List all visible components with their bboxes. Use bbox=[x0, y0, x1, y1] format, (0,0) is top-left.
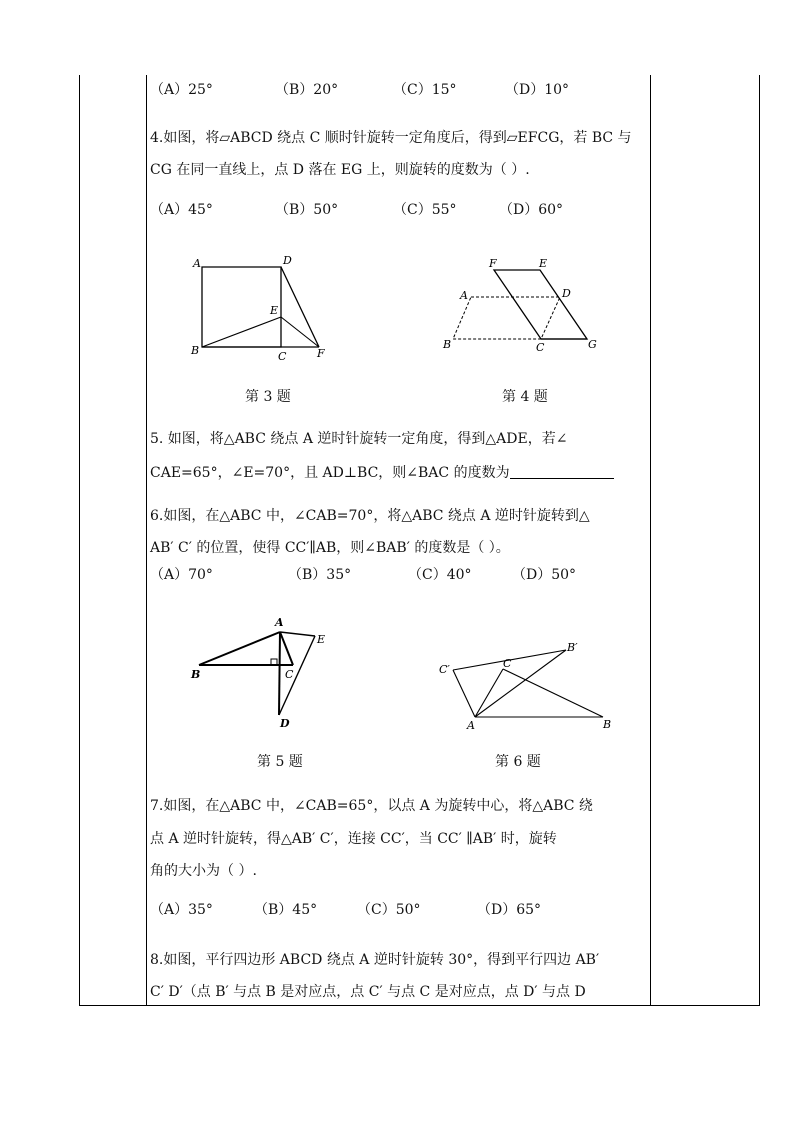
table-column-divider-right bbox=[650, 75, 651, 1005]
fig4-label-e: E bbox=[539, 257, 548, 270]
q4-option-c: （C）55° bbox=[393, 202, 457, 218]
q7-line-3: 角的大小为（ ）. bbox=[150, 863, 257, 879]
fig5-label-b: B bbox=[191, 668, 201, 681]
figure-6 bbox=[435, 640, 625, 735]
q6-options bbox=[150, 564, 576, 584]
fig5-label-d: D bbox=[280, 717, 290, 730]
q7-option-d: （D）65° bbox=[477, 902, 542, 918]
q8-line-2: C′ D′（点 B′ 与点 B 是对应点，点 C′ 与点 C 是对应点，点 D′ 与点 D bbox=[150, 984, 586, 1000]
fig4-label-d: D bbox=[562, 287, 571, 300]
fig3-label-d: D bbox=[283, 254, 292, 267]
table-column-divider-left bbox=[146, 75, 147, 1005]
q7-option-c: （C）50° bbox=[357, 902, 421, 918]
q8-line-1: 8.如图，平行四边形 ABCD 绕点 A 逆时针旋转 30°，得到平行四边 AB′ bbox=[150, 952, 600, 968]
q3-option-c: （C）15° bbox=[393, 82, 457, 98]
q6-option-d: （D）50° bbox=[512, 567, 577, 583]
q6-option-a: （A）70° bbox=[150, 567, 213, 583]
fig6-label-c: C bbox=[503, 657, 512, 670]
fig4-label-c: C bbox=[536, 341, 545, 354]
fig4-label-a: A bbox=[460, 289, 468, 302]
fig4-caption: 第 4 题 bbox=[502, 389, 548, 405]
q6-line-1: 6.如图，在△ABC 中，∠CAB=70°，将△ABC 绕点 A 逆时针旋转到△ bbox=[150, 508, 590, 524]
fig3-label-f: F bbox=[317, 347, 325, 360]
q5-line-2: CAE=65°，∠E=70°，且 AD⊥BC，则∠BAC 的度数为 bbox=[150, 462, 614, 482]
q3-options bbox=[150, 79, 569, 99]
fig6-label-b: B bbox=[603, 718, 612, 731]
q3-option-b: （B）20° bbox=[275, 82, 339, 98]
fig3-label-b: B bbox=[191, 344, 200, 357]
q5-answer-blank bbox=[510, 464, 614, 479]
fig3-label-e: E bbox=[270, 304, 279, 317]
q6-option-b: （B）35° bbox=[288, 567, 352, 583]
q7-line-2: 点 A 逆时针旋转，得△AB′ C′，连接 CC′，当 CC′ ∥AB′ 时，旋转 bbox=[150, 831, 557, 847]
fig4-label-g: G bbox=[588, 338, 597, 351]
fig5-label-a: A bbox=[275, 616, 284, 629]
fig6-caption: 第 6 题 bbox=[495, 754, 541, 770]
fig5-caption: 第 5 题 bbox=[257, 754, 303, 770]
fig3-label-c: C bbox=[278, 350, 287, 363]
fig5-label-c: C bbox=[285, 668, 294, 681]
fig4-label-b: B bbox=[443, 338, 452, 351]
fig6-label-c-prime: C′ bbox=[439, 663, 450, 676]
q7-option-b: （B）45° bbox=[254, 902, 318, 918]
q4-option-a: （A）45° bbox=[150, 202, 213, 218]
q7-option-a: （A）35° bbox=[150, 902, 213, 918]
fig6-label-b-prime: B′ bbox=[567, 641, 578, 654]
q5-line-1: 5. 如图，将△ABC 绕点 A 逆时针旋转一定角度，得到△ADE，若∠ bbox=[150, 431, 568, 447]
fig5-label-e: E bbox=[317, 633, 326, 646]
figure-3 bbox=[185, 250, 345, 365]
q7-options bbox=[150, 899, 541, 919]
fig3-label-a: A bbox=[193, 257, 201, 270]
q7-line-1: 7.如图，在△ABC 中，∠CAB=65°，以点 A 为旋转中心，将△ABC 绕 bbox=[150, 798, 593, 814]
q4-line-2: CG 在同一直线上，点 D 落在 EG 上，则旋转的度数为（ ）. bbox=[150, 162, 530, 178]
q4-line-1: 4.如图，将▱ABCD 绕点 C 顺时针旋转一定角度后，得到▱EFCG，若 BC 与 bbox=[150, 130, 632, 146]
q3-option-d: （D）10° bbox=[505, 82, 570, 98]
fig6-label-a: A bbox=[467, 719, 475, 732]
q4-option-d: （D）60° bbox=[499, 202, 564, 218]
q4-option-b: （B）50° bbox=[275, 202, 339, 218]
q6-line-2: AB′ C′ 的位置，使得 CC′∥AB，则∠BAB′ 的度数是（ ）。 bbox=[150, 540, 510, 556]
fig3-caption: 第 3 题 bbox=[245, 389, 291, 405]
figure-5 bbox=[185, 610, 335, 730]
q4-options bbox=[150, 199, 563, 219]
figure-4 bbox=[440, 255, 610, 355]
q3-option-a: （A）25° bbox=[150, 82, 213, 98]
fig4-label-f: F bbox=[489, 257, 497, 270]
q6-option-c: （C）40° bbox=[408, 567, 472, 583]
